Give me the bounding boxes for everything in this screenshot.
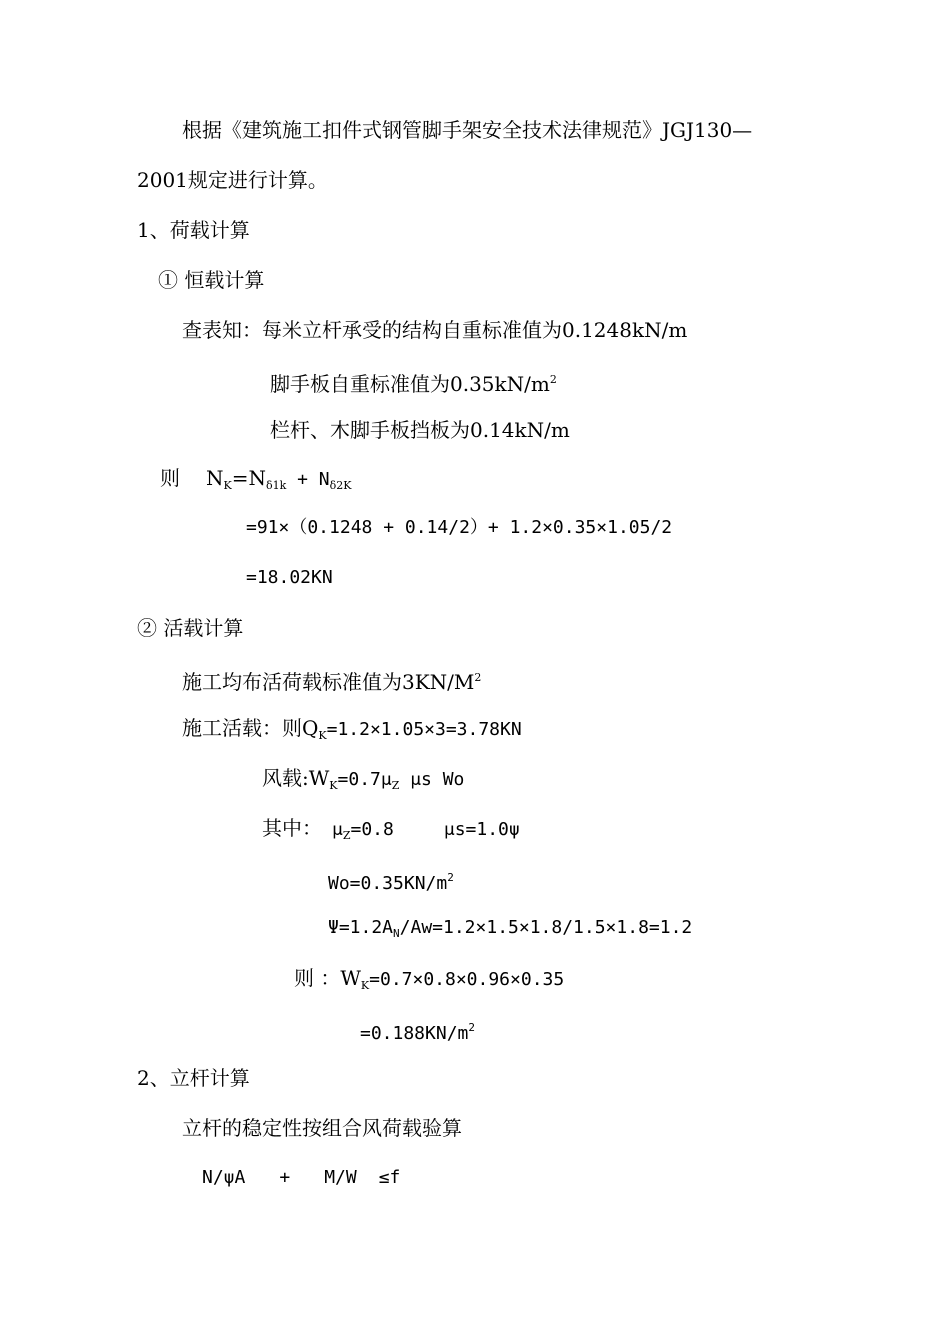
dead-load-line-3: 栏杆、木脚手板挡板为0.14kN/m [270,418,570,442]
section-heading-pole-calc: 2、立杆计算 [137,1066,250,1090]
subheading-live-load: ② 活载计算 [137,616,244,640]
dead-load-line-1: 查表知：每米立杆承受的结构自重标准值为0.1248kN/m [182,318,688,342]
intro-line-2: 2001规定进行计算。 [137,168,328,192]
dead-load-line-2: 脚手板自重标准值为$0.35kN/m^2$ [270,372,557,396]
wind-basic-pressure: $Wo=0.35KN/m^2$ [328,871,454,894]
section-heading-load-calc: 1、荷载计算 [137,218,250,242]
wind-load-result: $=0.188KN/m^2$ [360,1021,475,1044]
subheading-dead-load: ① 恒载计算 [158,268,265,292]
wind-load-calc: 则 ：$W_K=0.7\times 0.8\times 0.96\times 0.35$ [294,966,565,992]
nk-formula-result: =18.02KN [246,567,333,588]
intro-line-1: 根据《建筑施工扣件式钢管脚手架安全技术法律规范》JGJ130— [182,118,753,142]
wind-load-formula: 风载$:W_K=0.7\mu_Z$ μs Wo [262,766,465,792]
nk-formula-expansion: =91×（0.1248 + 0.14/2）+ 1.2×0.35×1.05/2 [246,517,673,538]
nk-formula-line: 则 $N_K=N_{\delta 1k} + N_{\delta 2K}$ [160,466,352,492]
pole-stability-formula: N/ψA + M/W ≤f [202,1167,401,1188]
wind-shape-factor: $\Psi=1.2A_N/Aw=1.2\times 1.5\times 1.8/1.5\times 1.8=1.2$ [328,917,693,940]
wind-coefficients-line: 其中： $\mu_Z=0.8$ μs=1.0ψ [262,816,520,842]
pole-stability-line: 立杆的稳定性按组合风荷载验算 [182,1116,462,1140]
live-load-line-2: 施工活载：则$Q_K=1.2\times 1.05\times 3=3.78KN$ [182,716,522,742]
live-load-line-1: 施工均布活荷载标准值为$3KN/M^2$ [182,670,482,694]
